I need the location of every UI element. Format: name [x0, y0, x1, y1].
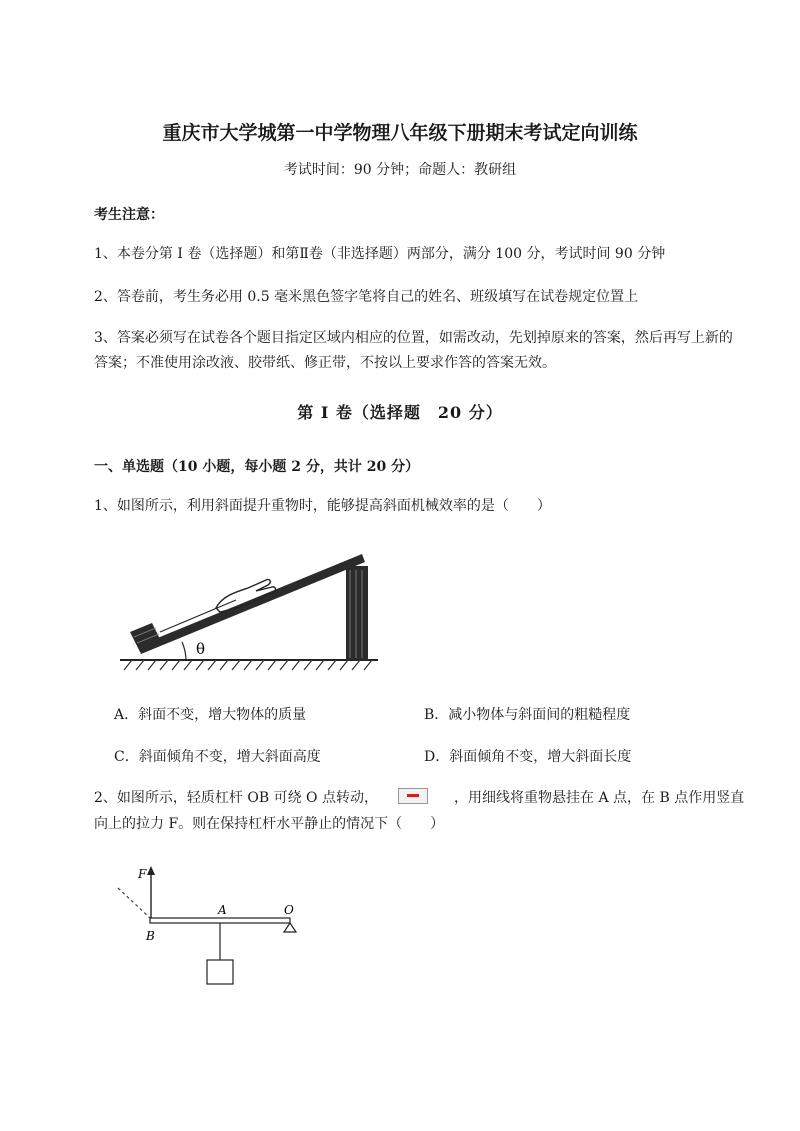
notice-item-2: 2、答卷前，考生务必用 0.5 毫米黑色签字笔将自己的姓名、班级填写在试卷规定位置上 [94, 289, 639, 305]
incline-figure [116, 540, 380, 672]
notice-item-1: 1、本卷分第 I 卷（选择题）和第Ⅱ卷（非选择题）两部分，满分 100 分，考试时间 90 分钟 [94, 246, 666, 262]
option-c[interactable]: C．斜面倾角不变，增大斜面高度 [114, 749, 321, 765]
option-a[interactable]: A．斜面不变，增大物体的质量 [114, 707, 307, 723]
question-2-stem-line2: 向上的拉力 F。则在保持杠杆水平静止的情况下（ ） [94, 816, 445, 832]
lever-figure [110, 862, 310, 992]
page-title: 重庆市大学城第一中学物理八年级下册期末考试定向训练 [162, 122, 638, 144]
notice-heading: 考生注意： [94, 207, 164, 223]
question-1-stem: 1、如图所示，利用斜面提升重物时，能够提高斜面机械效率的是（ ） [94, 498, 551, 514]
inline-image-icon [398, 788, 428, 804]
label-f: F [138, 867, 147, 881]
exam-info: 考试时间：90 分钟；命题人：教研组 [283, 162, 517, 178]
option-d[interactable]: D．斜面倾角不变，增大斜面长度 [424, 749, 632, 765]
section-title: 第 I 卷（选择题 20 分） [297, 403, 503, 422]
label-a: A [218, 903, 227, 917]
question-2-stem-part2: ，用细线将重物悬挂在 A 点，在 B 点作用竖直 [454, 790, 745, 806]
question-2-stem-part1: 2、如图所示，轻质杠杆 OB 可绕 O 点转动， [94, 790, 378, 806]
notice-item-3: 3、答案必须写在试卷各个题目指定区域内相应的位置，如需改动，先划掉原来的答案，然后再写上新的答案；不准使用涂改液、胶带纸、修正带，不按以上要求作答的答案无效。 [94, 330, 733, 371]
option-b[interactable]: B．减小物体与斜面间的粗糙程度 [424, 707, 631, 723]
part-heading: 一、单选题（10 小题，每小题 2 分，共计 20 分） [94, 459, 420, 475]
label-b: B [146, 929, 155, 943]
angle-label: θ [196, 640, 206, 658]
label-o: O [284, 903, 294, 917]
